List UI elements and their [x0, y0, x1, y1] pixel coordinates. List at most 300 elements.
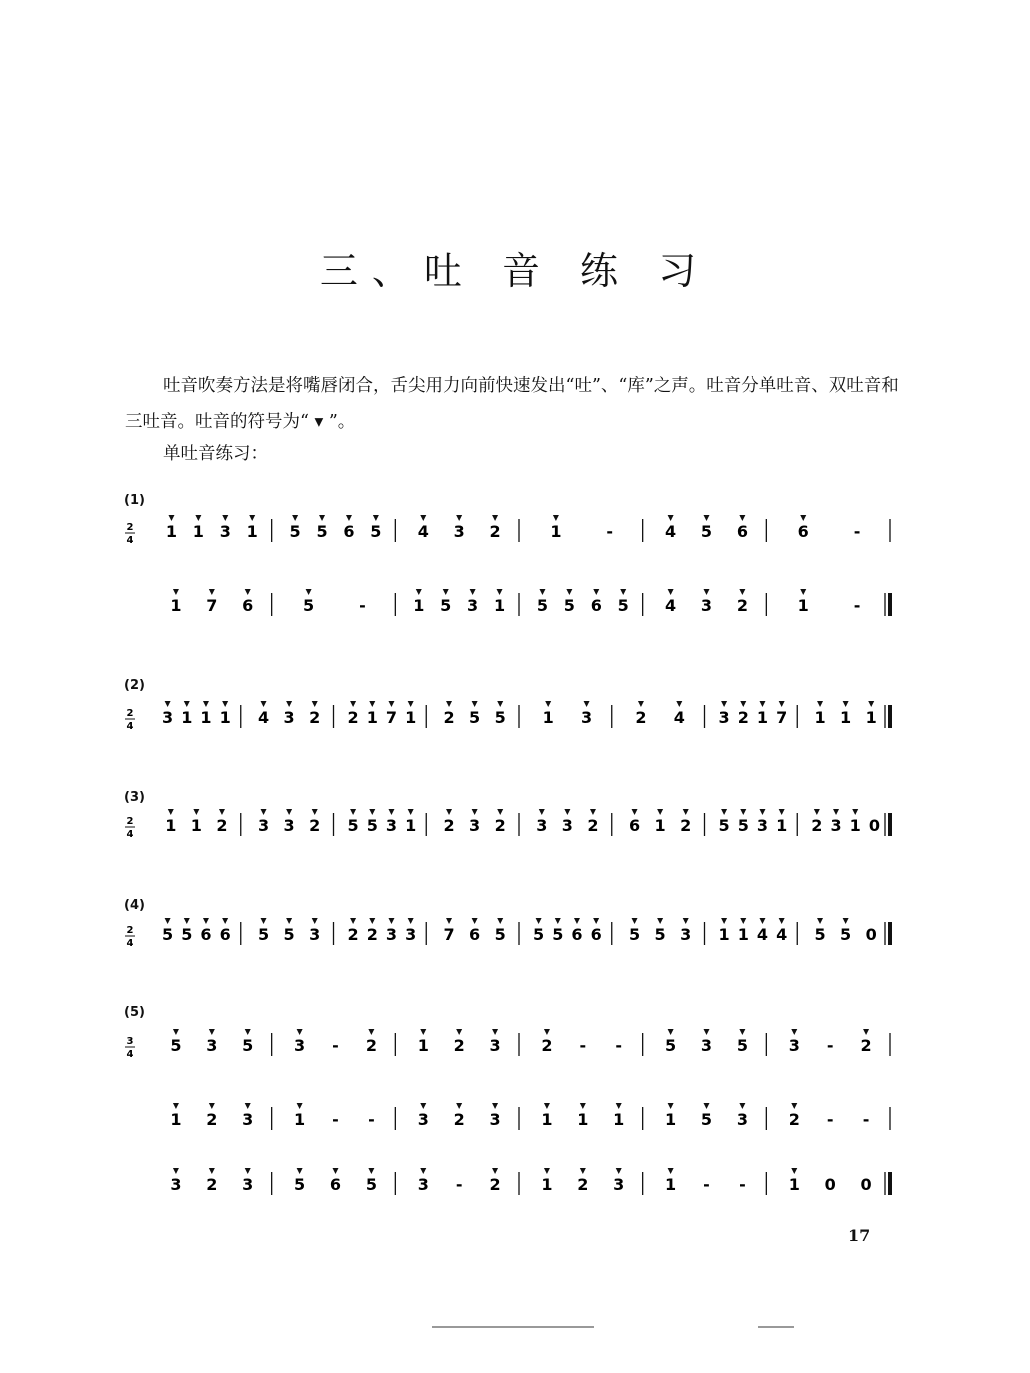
note: -: [606, 522, 614, 541]
note: 3: [467, 596, 479, 615]
note: 3: [736, 1110, 748, 1129]
staccato-mark: [209, 589, 215, 595]
staccato-mark: [245, 1168, 251, 1174]
staccato-mark: [286, 918, 292, 924]
staccato-mark: [420, 1103, 426, 1109]
note: 2: [489, 522, 501, 541]
note: 5: [289, 522, 301, 541]
time-signature-bottom: 4: [126, 721, 134, 732]
staccato-mark: [492, 515, 498, 521]
note: 1: [165, 522, 178, 541]
note: 1: [776, 816, 788, 835]
note: 5: [303, 596, 315, 615]
staccato-mark: [843, 701, 849, 707]
note: 2: [453, 1036, 465, 1055]
note: 1: [613, 1110, 625, 1129]
note: 1: [200, 708, 212, 727]
note: 6: [219, 925, 231, 944]
staccato-mark: [306, 589, 312, 595]
note: 1: [413, 596, 425, 615]
staccato-mark: [800, 515, 806, 521]
staccato-mark: [456, 515, 462, 521]
staccato-mark: [245, 1029, 251, 1035]
note: 1: [756, 708, 769, 727]
note: 3: [756, 816, 769, 835]
staccato-mark: [446, 701, 452, 707]
note: 3: [242, 1110, 254, 1129]
staccato-mark: [544, 1103, 550, 1109]
note: 0: [868, 816, 880, 835]
note: 5: [347, 816, 359, 835]
staccato-mark: [739, 1029, 745, 1035]
note: 1: [170, 1110, 182, 1129]
note: 1: [849, 816, 861, 835]
staccato-mark: [446, 918, 452, 924]
staccato-mark: [472, 701, 478, 707]
staccato-mark: [564, 809, 570, 815]
note: 3: [294, 1036, 306, 1055]
note: 5: [162, 925, 174, 944]
note: 2: [206, 1175, 218, 1194]
staccato-mark: [852, 809, 858, 815]
note: 1: [405, 816, 417, 835]
note: 1: [542, 708, 554, 727]
staccato-mark: [791, 1103, 797, 1109]
staccato-mark: [408, 809, 414, 815]
note: 2: [494, 816, 506, 835]
staccato-mark: [203, 701, 209, 707]
note: 4: [665, 522, 677, 541]
note: -: [579, 1036, 587, 1055]
staccato-mark: [555, 918, 561, 924]
note: 1: [814, 708, 826, 727]
staccato-mark: [759, 701, 765, 707]
note: 5: [628, 925, 641, 944]
note: 4: [776, 925, 788, 944]
note: 3: [283, 816, 295, 835]
note: 5: [533, 925, 545, 944]
note: 3: [385, 925, 398, 944]
staccato-mark: [721, 809, 727, 815]
note: 4: [257, 708, 270, 727]
note: 7: [385, 708, 398, 727]
staccato-mark: [312, 918, 318, 924]
staccato-mark: [350, 918, 356, 924]
note: 3: [405, 925, 417, 944]
staccato-mark: [544, 1029, 550, 1035]
time-signature-top: 2: [126, 708, 134, 719]
staccato-mark: [553, 515, 559, 521]
staccato-mark: [800, 589, 806, 595]
staccato-mark: [492, 1168, 498, 1174]
note: 3: [242, 1175, 254, 1194]
staccato-mark: [219, 809, 225, 815]
note: 3: [561, 816, 573, 835]
note: 5: [294, 1175, 306, 1194]
note: 2: [541, 1036, 553, 1055]
staccato-mark: [184, 918, 190, 924]
note: 5: [366, 816, 378, 835]
note: 4: [665, 596, 677, 615]
staccato-mark: [863, 1029, 869, 1035]
staccato-mark: [209, 1168, 215, 1174]
note: 3: [680, 925, 692, 944]
staccato-mark: [173, 1103, 179, 1109]
staccato-mark: [369, 809, 375, 815]
staccato-mark: [245, 589, 251, 595]
staccato-mark: [319, 515, 325, 521]
staccato-mark: [408, 918, 414, 924]
note: 7: [776, 708, 788, 727]
staccato-mark: [297, 1168, 303, 1174]
staccato-mark: [657, 809, 663, 815]
staccato-mark: [209, 1029, 215, 1035]
staccato-mark: [739, 589, 745, 595]
staccato-mark: [168, 809, 174, 815]
note: 1: [718, 925, 730, 944]
staccato-mark: [574, 918, 580, 924]
note: 7: [206, 596, 218, 615]
note: 2: [860, 1036, 872, 1055]
staccato-mark: [292, 515, 298, 521]
note: 2: [366, 925, 378, 944]
staccato-mark: [632, 918, 638, 924]
staccato-mark: [704, 515, 710, 521]
staccato-mark: [545, 701, 551, 707]
staccato-mark: [739, 1103, 745, 1109]
time-signature-top: 2: [126, 925, 134, 936]
exercise-label-2: (2): [124, 678, 145, 693]
staccato-mark: [668, 589, 674, 595]
subheading: 单吐音练习：: [163, 444, 268, 464]
note: 4: [417, 522, 429, 541]
staccato-mark: [668, 1168, 674, 1174]
staccato-mark: [420, 515, 426, 521]
staccato-mark: [446, 809, 452, 815]
note: 5: [700, 1110, 713, 1129]
note: 2: [365, 1036, 377, 1055]
note: 2: [443, 708, 455, 727]
note: 2: [347, 708, 359, 727]
staccato-mark: [443, 589, 449, 595]
staccato-mark: [165, 701, 171, 707]
note: 3: [417, 1175, 429, 1194]
note: 5: [257, 925, 270, 944]
staccato-mark: [497, 918, 503, 924]
note: 3: [700, 596, 713, 615]
note: 5: [316, 522, 328, 541]
staccato-mark: [193, 809, 199, 815]
staccato-mark: [492, 1029, 498, 1035]
staccato-mark: [566, 589, 572, 595]
note: 5: [494, 708, 506, 727]
note: -: [332, 1036, 339, 1055]
staccato-mark: [779, 918, 785, 924]
staccato-mark: [261, 809, 267, 815]
staccato-mark: [456, 1029, 462, 1035]
staccato-mark: [350, 701, 356, 707]
note: 5: [181, 925, 193, 944]
note: 5: [283, 925, 295, 944]
staccato-mark: [740, 809, 746, 815]
staccato-mark: [817, 701, 823, 707]
note: 3: [257, 816, 270, 835]
note: 5: [814, 925, 826, 944]
footer-rule-short: [758, 1326, 794, 1328]
note: 3: [830, 816, 842, 835]
staccato-mark: [497, 809, 503, 815]
staccato-mark: [632, 809, 638, 815]
staccato-mark: [209, 1103, 215, 1109]
note: 6: [343, 522, 355, 541]
staccato-mark: [683, 918, 689, 924]
note: 5: [365, 1175, 377, 1194]
staccato-mark: [590, 809, 596, 815]
staccato-mark: [544, 1168, 550, 1174]
staccato-mark: [668, 1029, 674, 1035]
note: 2: [788, 1110, 800, 1129]
note: 1: [665, 1110, 677, 1129]
staccato-mark: [759, 809, 765, 815]
note: 2: [443, 816, 455, 835]
note: 5: [370, 522, 382, 541]
note: 0: [860, 1175, 872, 1194]
staccato-mark: [779, 809, 785, 815]
note: 2: [347, 925, 359, 944]
staccato-mark: [472, 809, 478, 815]
staccato-mark: [388, 809, 394, 815]
exercise-label-5: (5): [124, 1005, 145, 1020]
note: 1: [788, 1175, 800, 1194]
note: 3: [469, 816, 481, 835]
note: 2: [309, 708, 321, 727]
staccato-mark: [616, 1103, 622, 1109]
staccato-mark: [814, 809, 820, 815]
note: 6: [590, 596, 602, 615]
note: 1: [170, 596, 182, 615]
note: 5: [736, 1036, 748, 1055]
staccato-mark: [721, 701, 727, 707]
staccato-mark: [333, 1168, 339, 1174]
staccato-mark: [369, 701, 375, 707]
staccato-mark: [676, 701, 682, 707]
staccato-mark: [184, 701, 190, 707]
staccato-mark: [704, 1029, 710, 1035]
note: 1: [541, 1175, 553, 1194]
staccato-mark: [168, 515, 174, 521]
staccato-mark: [195, 515, 201, 521]
note: 1: [165, 816, 177, 835]
note: 5: [563, 596, 575, 615]
note: 3: [718, 708, 730, 727]
staccato-mark: [173, 1029, 179, 1035]
note: 0: [824, 1175, 836, 1194]
staccato-mark: [368, 1168, 374, 1174]
note: 3: [700, 1036, 713, 1055]
note: 2: [811, 816, 823, 835]
note: 1: [865, 708, 877, 727]
staccato-mark: [704, 589, 710, 595]
staccato-mark: [739, 515, 745, 521]
note: 1: [493, 596, 506, 615]
note: 5: [654, 925, 666, 944]
staccato-mark: [668, 1103, 674, 1109]
staccato-mark: [868, 701, 874, 707]
note: -: [853, 596, 861, 615]
note: -: [862, 1110, 870, 1129]
note: 6: [200, 925, 212, 944]
note: 1: [219, 708, 231, 727]
note: 1: [665, 1175, 677, 1194]
staccato-mark: [833, 809, 839, 815]
note: 2: [206, 1110, 218, 1129]
note: 7: [443, 925, 455, 944]
staccato-mark: [791, 1168, 797, 1174]
note: 5: [718, 816, 730, 835]
time-signature-top: 2: [126, 816, 134, 827]
note: 5: [469, 708, 481, 727]
note: 6: [628, 816, 641, 835]
time-signature-bottom: 4: [126, 1049, 134, 1060]
note: 3: [206, 1036, 218, 1055]
intro-paragraph: 吐音吹奏方法是将嘴唇闭合，舌尖用力向前快速发出“吐”、“库”之声。吐音分单吐音、双吐音和三吐音。吐音的符号为“ ▾ ”。: [125, 376, 899, 432]
staccato-mark: [593, 589, 599, 595]
note: 4: [673, 708, 685, 727]
staccato-mark: [165, 918, 171, 924]
staccato-mark: [616, 1168, 622, 1174]
note: 6: [242, 596, 254, 615]
staccato-mark: [539, 589, 545, 595]
note: -: [703, 1175, 710, 1194]
note: 2: [737, 708, 749, 727]
note: -: [853, 522, 861, 541]
staccato-mark: [456, 1103, 462, 1109]
staccato-mark: [388, 701, 394, 707]
staccato-mark: [350, 809, 356, 815]
staccato-mark: [173, 589, 179, 595]
note: 3: [170, 1175, 182, 1194]
note: 1: [840, 708, 852, 727]
staccato-mark: [497, 701, 503, 707]
staccato-mark: [740, 701, 746, 707]
staccato-mark: [497, 589, 503, 595]
staccato-mark: [584, 701, 590, 707]
note: 5: [536, 596, 549, 615]
note: -: [359, 596, 366, 615]
note: 3: [489, 1036, 501, 1055]
note: 1: [541, 1110, 553, 1129]
staccato-mark: [536, 918, 542, 924]
staccato-mark: [286, 701, 292, 707]
time-signature-bottom: 4: [126, 829, 134, 840]
staccato-mark: [420, 1168, 426, 1174]
staccato-mark: [373, 515, 379, 521]
staccato-mark: [286, 809, 292, 815]
note: 6: [329, 1175, 342, 1194]
note: 2: [587, 816, 599, 835]
note: 3: [162, 708, 174, 727]
staccato-mark: [408, 701, 414, 707]
staccato-mark: [388, 918, 394, 924]
note: 5: [700, 522, 713, 541]
note: 2: [489, 1175, 501, 1194]
staccato-mark: [297, 1029, 303, 1035]
staccato-mark: [346, 515, 352, 521]
staccato-mark: [369, 918, 375, 924]
note: 2: [635, 708, 647, 727]
staccato-mark: [245, 1103, 251, 1109]
staccato-mark: [580, 1168, 586, 1174]
staccato-mark: [759, 918, 765, 924]
note: 2: [577, 1175, 589, 1194]
note: -: [826, 1036, 834, 1055]
note: -: [455, 1175, 463, 1194]
note: 6: [571, 925, 583, 944]
staccato-mark: [668, 515, 674, 521]
note: 6: [469, 925, 481, 944]
note: 2: [453, 1110, 465, 1129]
exercise-label-4: (4): [124, 898, 145, 913]
staccato-mark: [791, 1029, 797, 1035]
note: -: [332, 1110, 339, 1129]
note: 1: [181, 708, 193, 727]
note: 2: [736, 596, 748, 615]
note: 3: [580, 708, 593, 727]
staccato-mark: [620, 589, 626, 595]
note: 3: [489, 1110, 501, 1129]
staccato-mark: [843, 918, 849, 924]
page-number: 17: [848, 1226, 871, 1245]
note: 1: [654, 816, 666, 835]
staccato-mark: [593, 918, 599, 924]
staccato-mark: [261, 701, 267, 707]
staccato-mark: [297, 1103, 303, 1109]
note: 0: [865, 925, 877, 944]
page-title: 三、吐 音 练 习: [319, 249, 711, 293]
staccato-mark: [472, 918, 478, 924]
note: 5: [665, 1036, 677, 1055]
staccato-mark: [222, 515, 228, 521]
note: 3: [219, 522, 231, 541]
time-signature-top: 2: [126, 522, 134, 533]
note: 1: [737, 925, 749, 944]
note: 3: [385, 816, 398, 835]
note: 5: [494, 925, 506, 944]
staccato-mark: [420, 1029, 426, 1035]
note: 5: [840, 925, 852, 944]
time-signature-bottom: 4: [126, 938, 134, 949]
note: -: [739, 1175, 746, 1194]
note: 5: [552, 925, 564, 944]
staccato-mark: [683, 809, 689, 815]
exercise-label-1: (1): [124, 493, 145, 508]
note: 3: [283, 708, 295, 727]
note: 2: [216, 816, 228, 835]
note: 3: [417, 1110, 429, 1129]
note: 5: [170, 1036, 182, 1055]
note: 2: [309, 816, 321, 835]
staccato-mark: [312, 809, 318, 815]
staccato-mark: [261, 918, 267, 924]
exercise-label-3: (3): [124, 790, 145, 805]
note: 5: [617, 596, 629, 615]
note: 1: [405, 708, 417, 727]
staccato-mark: [721, 918, 727, 924]
staccato-mark: [580, 1103, 586, 1109]
staccato-mark: [492, 1103, 498, 1109]
note: 1: [192, 522, 204, 541]
note: 1: [417, 1036, 429, 1055]
